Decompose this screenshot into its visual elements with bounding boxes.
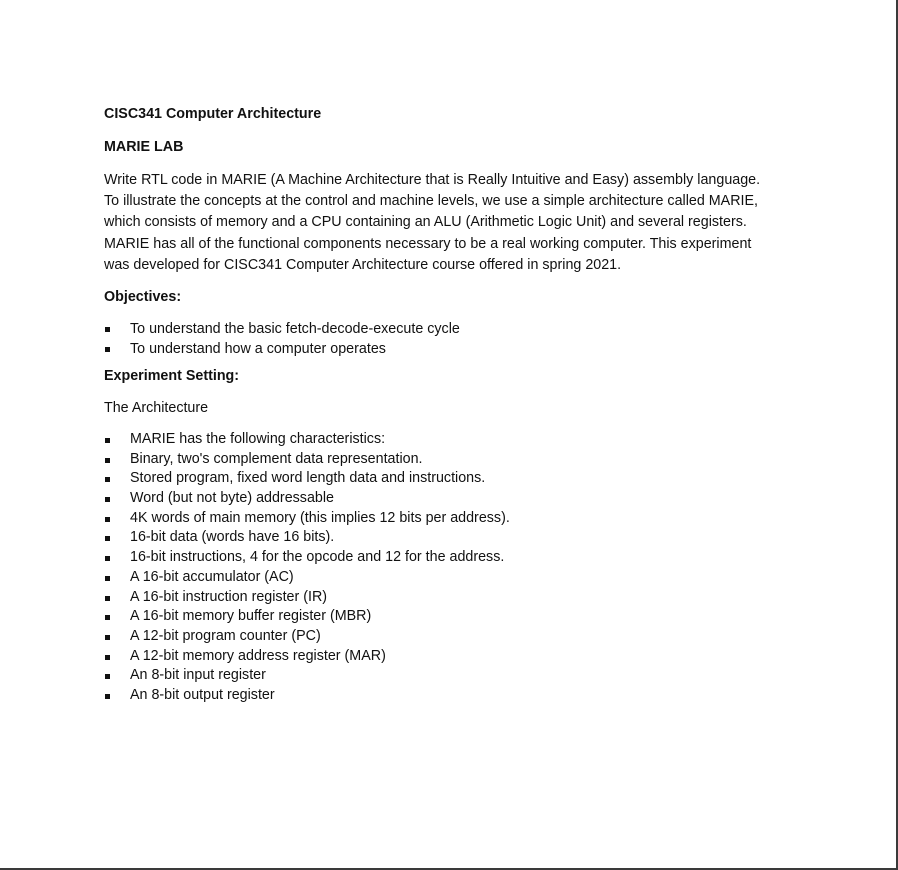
list-item <box>104 588 794 608</box>
characteristic-text: An 8-bit input register <box>130 667 266 684</box>
list-item <box>104 489 794 509</box>
characteristic-text: A 12-bit program counter (PC) <box>130 627 321 644</box>
bullet-icon <box>105 615 110 620</box>
characteristic-text: Stored program, fixed word length data and instructions. <box>130 470 486 487</box>
bullet-icon <box>105 347 110 352</box>
bullet-icon <box>105 655 110 660</box>
bullet-icon <box>105 596 110 601</box>
characteristic-text: MARIE has the following characteristics: <box>130 431 386 448</box>
list-item <box>104 528 794 548</box>
characteristic-text: 16-bit instructions, 4 for the opcode and 12 for the address. <box>130 549 505 566</box>
bullet-icon <box>105 536 110 541</box>
bullet-icon <box>105 497 110 502</box>
list-item <box>104 339 794 359</box>
characteristic-text: A 16-bit accumulator (AC) <box>130 568 294 585</box>
characteristic-text: Binary, two's complement data representation. <box>130 450 423 467</box>
characteristic-text: A 12-bit memory address register (MAR) <box>130 647 386 664</box>
bullet-icon <box>105 635 110 640</box>
bullet-icon <box>105 458 110 463</box>
characteristic-text: A 16-bit instruction register (IR) <box>130 588 328 605</box>
list-item <box>104 548 794 568</box>
list-item <box>104 666 794 686</box>
characteristic-text: Word (but not byte) addressable <box>130 490 334 507</box>
characteristic-text: A 16-bit memory buffer register (MBR) <box>130 608 372 625</box>
intro-paragraph: Write RTL code in MARIE (A Machine Architecture that is Really Intuitive and Easy) assembly language. To illustrate the concepts at the control and machine levels, we use a simple architecture called MARIE, which consists of memory and a CPU containing an ALU (Arithmetic Logic Unit) and several registers. MARIE has all of the functional components necessary to be a real working computer. This experiment was developed for CISC341 Computer Architecture course offered in spring 2021. <box>104 172 761 273</box>
bullet-icon <box>105 674 110 679</box>
bullet-icon <box>105 517 110 522</box>
architecture-label: The Architecture <box>104 400 209 417</box>
list-item <box>104 686 794 706</box>
characteristics-list <box>104 430 794 706</box>
bullet-icon <box>105 477 110 482</box>
experiment-heading: Experiment Setting: <box>104 368 240 385</box>
objective-text: To understand how a computer operates <box>130 341 386 358</box>
bullet-icon <box>105 556 110 561</box>
list-item <box>104 568 794 588</box>
list-item <box>104 647 794 667</box>
bullet-icon <box>105 327 110 332</box>
list-item <box>104 430 794 450</box>
characteristic-text: 4K words of main memory (this implies 12 bits per address). <box>130 509 510 526</box>
document-content <box>104 104 794 706</box>
characteristic-text: 16-bit data (words have 16 bits). <box>130 529 335 546</box>
objectives-heading: Objectives: <box>104 289 182 306</box>
characteristic-text: An 8-bit output register <box>130 686 275 703</box>
document-subtitle: MARIE LAB <box>104 139 184 155</box>
list-item <box>104 607 794 627</box>
objectives-list <box>104 319 794 359</box>
list-item <box>104 469 794 489</box>
bullet-icon <box>105 438 110 443</box>
objective-text: To understand the basic fetch-decode-execute cycle <box>130 321 460 338</box>
list-item <box>104 627 794 647</box>
bullet-icon <box>105 576 110 581</box>
bullet-icon <box>105 694 110 699</box>
document-title: CISC341 Computer Architecture <box>104 106 322 122</box>
list-item <box>104 509 794 529</box>
list-item <box>104 450 794 470</box>
list-item <box>104 319 794 339</box>
